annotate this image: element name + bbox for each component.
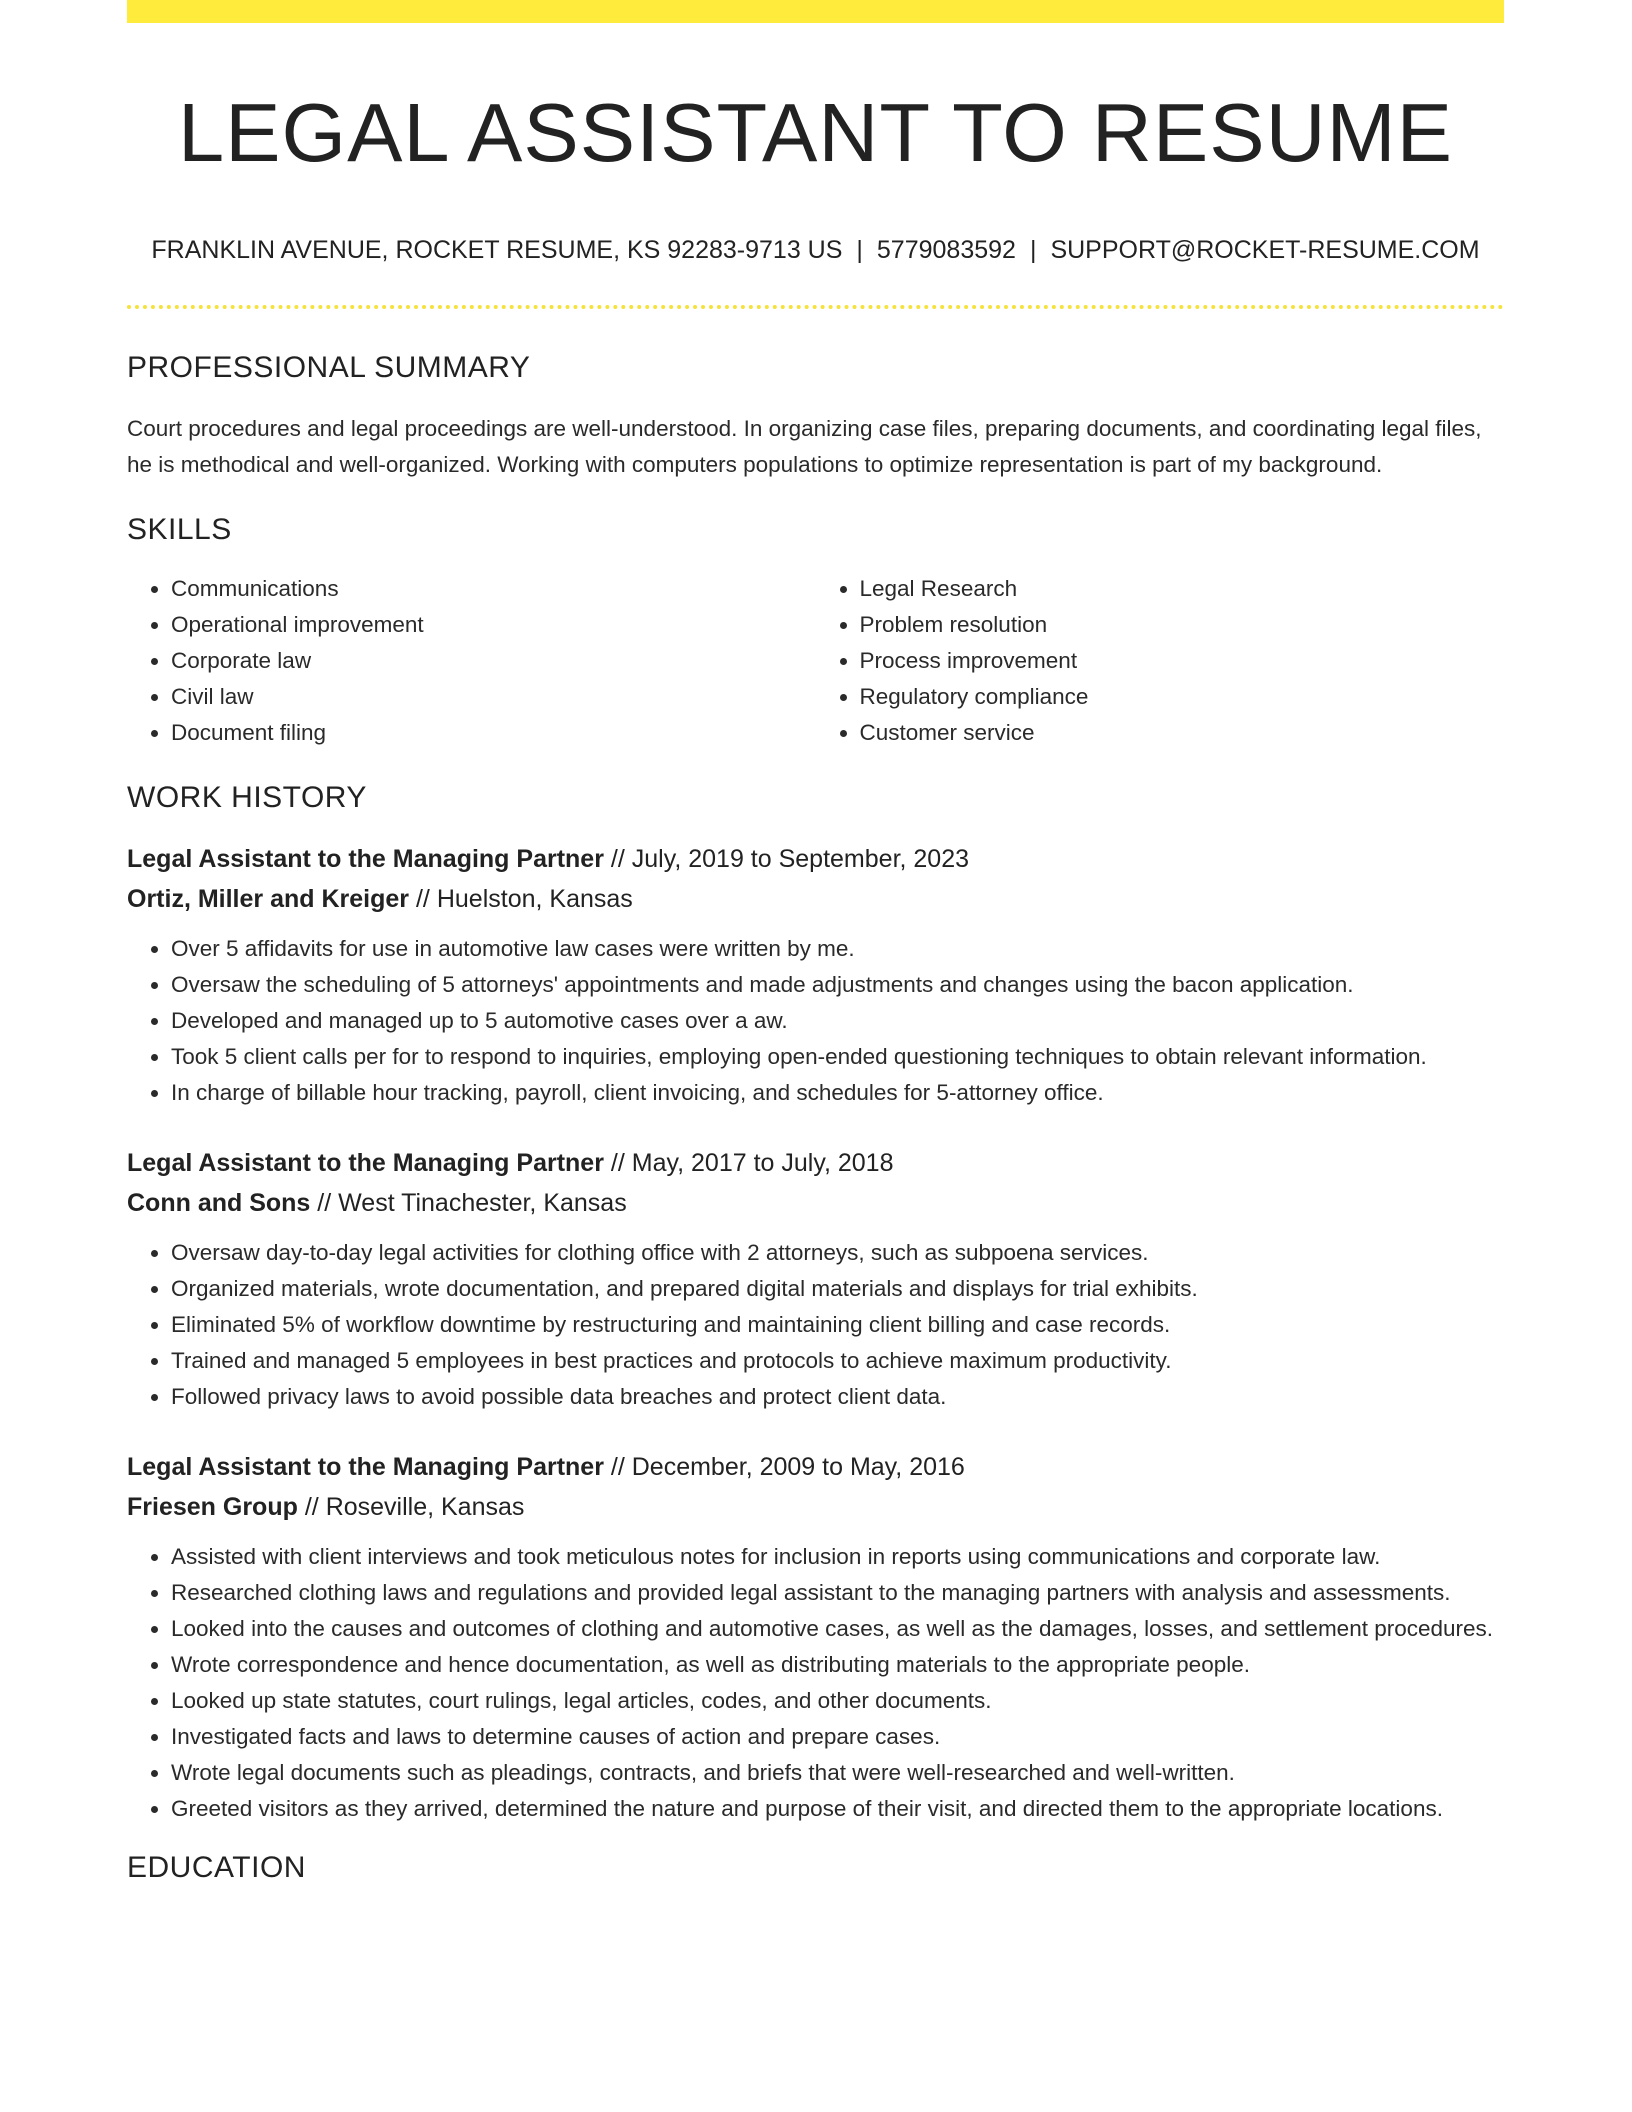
- skill-item: • Civil law: [171, 679, 816, 715]
- section-title-summary: PROFESSIONAL SUMMARY: [127, 351, 531, 385]
- job-company: Conn and Sons: [127, 1189, 311, 1218]
- section-title-work: WORK HISTORY: [127, 781, 367, 815]
- job-bullet: • Oversaw the scheduling of 5 attorneys' appointments and made adjustments and changes using the bacon application.: [171, 967, 1504, 1003]
- job-bullet: • Followed privacy laws to avoid possible data breaches and protect client data.: [171, 1379, 1504, 1415]
- job-dates: May, 2017 to July, 2018: [631, 1149, 894, 1178]
- job-bullet: • Looked up state statutes, court rulings, legal articles, codes, and other documents.: [171, 1683, 1504, 1719]
- contact-separator: |: [1029, 236, 1037, 265]
- job-role: Legal Assistant to the Managing Partner: [127, 1453, 604, 1482]
- job-bullet: • Researched clothing laws and regulations and provided legal assistant to the managing partners with analysis and assessments.: [171, 1575, 1504, 1611]
- job-company-line: [127, 879, 1504, 919]
- job-company-line: [127, 1183, 1504, 1223]
- section-title-education: EDUCATION: [127, 1851, 306, 1885]
- job-divider: //: [610, 845, 625, 874]
- contact-separator: |: [856, 236, 863, 265]
- job-entry: [127, 1143, 1504, 1415]
- job-location: Roseville, Kansas: [325, 1493, 525, 1522]
- job-bullets: [127, 1539, 1504, 1827]
- job-company: Ortiz, Miller and Kreiger: [127, 885, 410, 914]
- job-location: Huelston, Kansas: [436, 885, 633, 914]
- skills-grid: [127, 571, 1504, 751]
- accent-bar: [127, 0, 1504, 23]
- skill-item: • Legal Research: [860, 571, 1505, 607]
- job-dates: December, 2009 to May, 2016: [631, 1453, 965, 1482]
- skills-list-left: [127, 571, 816, 751]
- job-bullet: • Over 5 affidavits for use in automotive law cases were written by me.: [171, 931, 1504, 967]
- job-company: Friesen Group: [127, 1493, 298, 1522]
- job-bullet: • Took 5 client calls per for to respond to inquiries, employing open-ended questioning techniques to obtain relevant information.: [171, 1039, 1504, 1075]
- contact-email: SUPPORT@ROCKET-RESUME.COM: [1050, 236, 1480, 265]
- contact-line: [127, 236, 1504, 265]
- job-company-line: [127, 1487, 1504, 1527]
- job-bullet: • Investigated facts and laws to determine causes of action and prepare cases.: [171, 1719, 1504, 1755]
- skill-item: • Document filing: [171, 715, 816, 751]
- section-title-skills: SKILLS: [127, 513, 232, 547]
- job-dates: July, 2019 to September, 2023: [631, 845, 970, 874]
- job-bullet: • Organized materials, wrote documentation, and prepared digital materials and displays for trial exhibits.: [171, 1271, 1504, 1307]
- job-bullet: • In charge of billable hour tracking, payroll, client invoicing, and schedules for 5-attorney office.: [171, 1075, 1504, 1111]
- job-bullet: • Trained and managed 5 employees in best practices and protocols to achieve maximum productivity.: [171, 1343, 1504, 1379]
- job-bullets: [127, 1235, 1504, 1415]
- skill-item: • Communications: [171, 571, 816, 607]
- job-location: West Tinachester, Kansas: [338, 1189, 627, 1218]
- skill-item: • Corporate law: [171, 643, 816, 679]
- job-bullet: • Looked into the causes and outcomes of clothing and automotive cases, as well as the damages, losses, and settlement procedures.: [171, 1611, 1504, 1647]
- job-divider: //: [304, 1493, 319, 1522]
- job-entry: [127, 839, 1504, 1111]
- job-bullet: • Wrote legal documents such as pleadings, contracts, and briefs that were well-researched and well-written.: [171, 1755, 1504, 1791]
- job-bullet: • Oversaw day-to-day legal activities for clothing office with 2 attorneys, such as subpoena services.: [171, 1235, 1504, 1271]
- resume-page: [127, 0, 1504, 1885]
- skill-item: • Operational improvement: [171, 607, 816, 643]
- dotted-divider: [127, 305, 1504, 309]
- job-bullet: • Greeted visitors as they arrived, determined the nature and purpose of their visit, and directed them to the appropriate locations.: [171, 1791, 1504, 1827]
- job-role-line: [127, 1447, 1504, 1487]
- skills-list-right: [816, 571, 1505, 751]
- job-role-line: [127, 1143, 1504, 1183]
- job-role-line: [127, 839, 1504, 879]
- resume-title: LEGAL ASSISTANT TO RESUME: [177, 86, 1454, 179]
- job-bullet: • Assisted with client interviews and took meticulous notes for inclusion in reports using communications and corporate law.: [171, 1539, 1504, 1575]
- job-role: Legal Assistant to the Managing Partner: [127, 1149, 604, 1178]
- skill-item: • Problem resolution: [860, 607, 1505, 643]
- skill-item: • Regulatory compliance: [860, 679, 1505, 715]
- job-divider: //: [610, 1453, 625, 1482]
- job-divider: //: [317, 1189, 332, 1218]
- job-divider: //: [415, 885, 430, 914]
- job-entry: [127, 1447, 1504, 1827]
- job-bullet: • Developed and managed up to 5 automotive cases over a aw.: [171, 1003, 1504, 1039]
- job-bullets: [127, 931, 1504, 1111]
- skill-item: • Customer service: [860, 715, 1505, 751]
- skill-item: • Process improvement: [860, 643, 1505, 679]
- work-history: [127, 839, 1504, 1827]
- job-divider: //: [610, 1149, 625, 1178]
- job-role: Legal Assistant to the Managing Partner: [127, 845, 604, 874]
- summary-text: Court procedures and legal proceedings are well-understood. In organizing case files, preparing documents, and coordinating legal files, he is methodical and well-organized. Working with computers populations to optimize representation is part of my background.: [127, 416, 1482, 478]
- job-bullet: • Eliminated 5% of workflow downtime by restructuring and maintaining client billing and case records.: [171, 1307, 1504, 1343]
- contact-address: FRANKLIN AVENUE, ROCKET RESUME, KS 92283-9713 US: [151, 236, 843, 265]
- contact-phone: 5779083592: [876, 236, 1016, 265]
- job-bullet: • Wrote correspondence and hence documentation, as well as distributing materials to the appropriate people.: [171, 1647, 1504, 1683]
